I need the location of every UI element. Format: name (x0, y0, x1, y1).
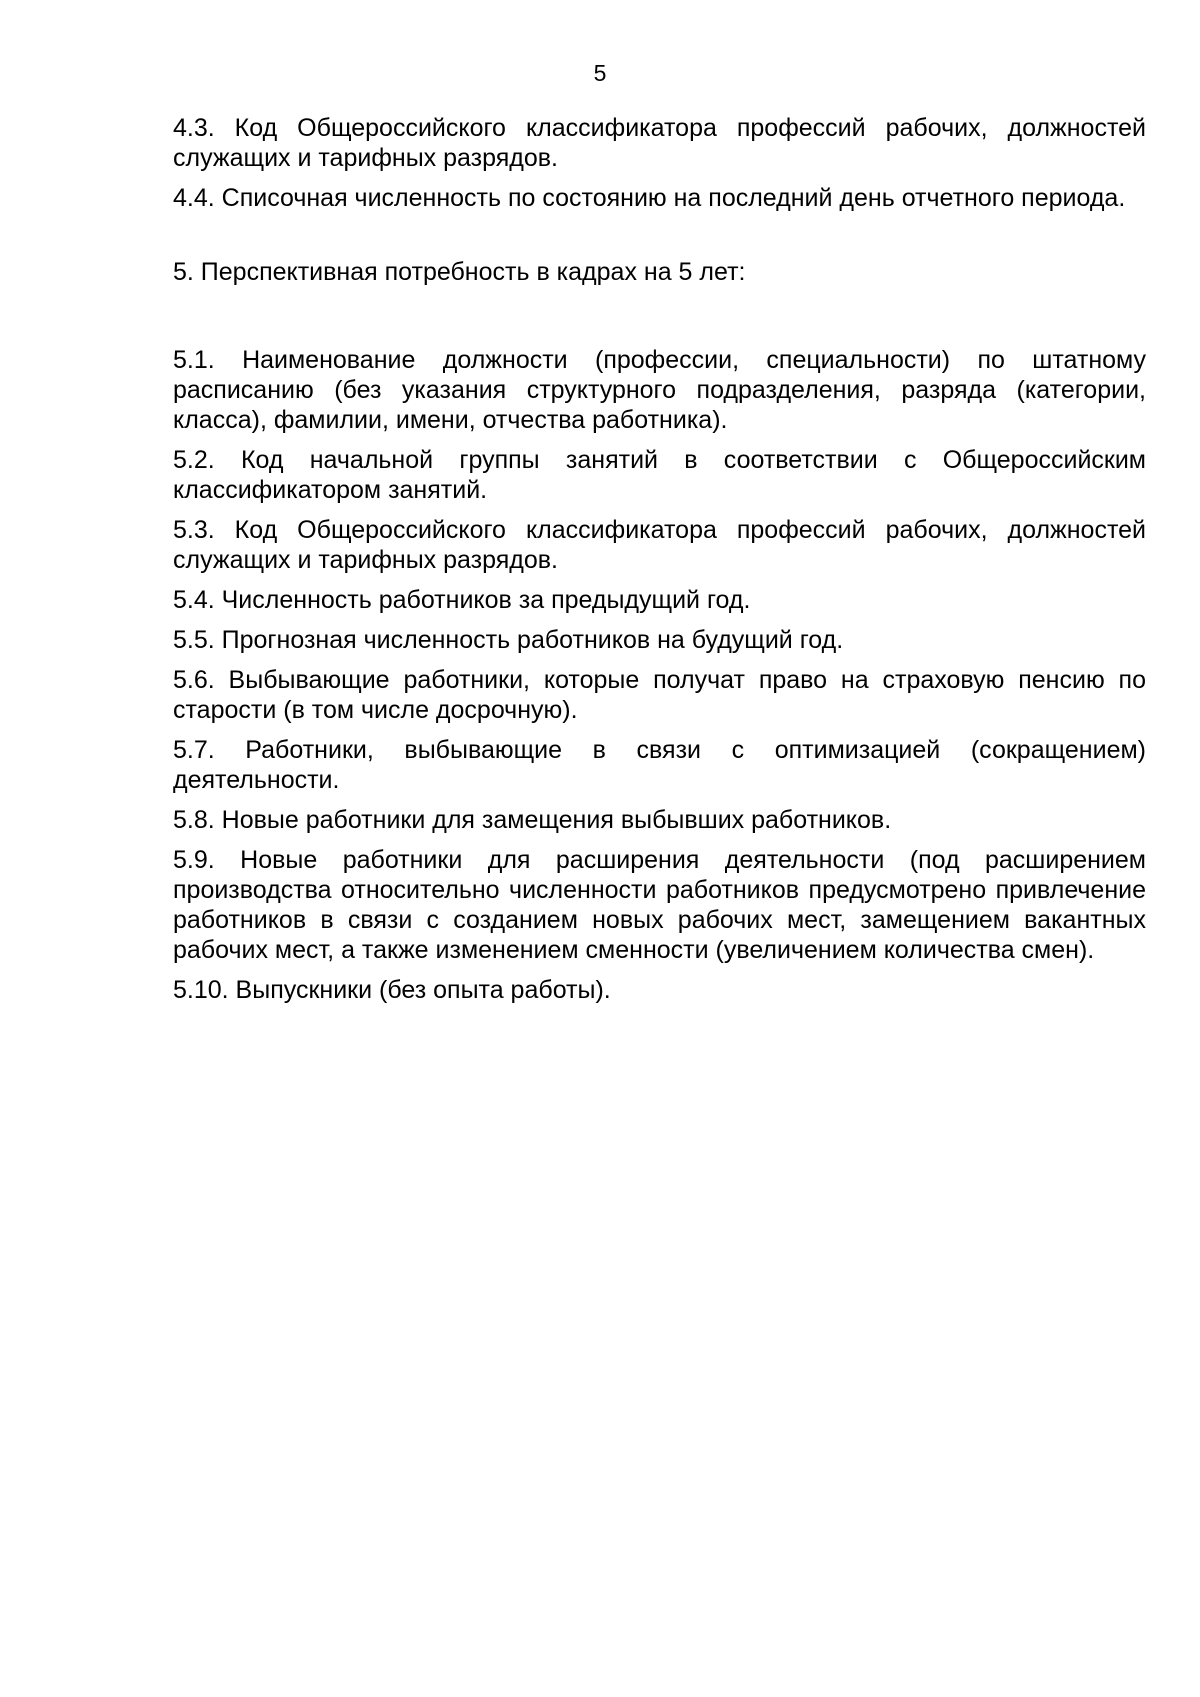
paragraph-5-10: 5.10. Выпускники (без опыта работы). (173, 976, 611, 1004)
paragraph-5-7: 5.7. Работники, выбывающие в связи с оптимизацией (сокращением) деятельности. (173, 736, 1146, 794)
paragraph-5-5: 5.5. Прогнозная численность работников на будущий год. (173, 626, 844, 654)
paragraph-5-3: 5.3. Код Общероссийского классификатора профессий рабочих, должностей служащих и тарифных разрядов. (173, 516, 1146, 574)
paragraph-4-4: 4.4. Списочная численность по состоянию на последний день отчетного периода. (173, 184, 1126, 212)
paragraph-5-8: 5.8. Новые работники для замещения выбывших работников. (173, 806, 892, 834)
paragraph-5-6: 5.6. Выбывающие работники, которые получат право на страховую пенсию по старости (в том числе досрочную). (173, 666, 1146, 724)
paragraph-5-2: 5.2. Код начальной группы занятий в соответствии с Общероссийским классификатором занятий. (173, 446, 1146, 504)
page-number: 5 (593, 60, 607, 86)
paragraph-5-4: 5.4. Численность работников за предыдущий год. (173, 586, 751, 614)
paragraph-4-3: 4.3. Код Общероссийского классификатора профессий рабочих, должностей служащих и тарифных разрядов. (173, 114, 1146, 172)
paragraph-5-1: 5.1. Наименование должности (профессии, специальности) по штатному расписанию (без указания структурного подразделения, разряда (категории, класса), фамилии, имени, отчества работника). (173, 346, 1146, 434)
paragraph-5-9: 5.9. Новые работники для расширения деятельности (под расширением производства относительно численности работников предусмотрено привлечение работников в связи с созданием новых рабочих мест, замещением вакантных рабочих мест, а также изменением сменности (увеличением количества смен). (173, 846, 1146, 964)
document-body (173, 113, 1146, 1015)
section-heading-5: 5. Перспективная потребность в кадрах на 5 лет: (173, 258, 746, 286)
